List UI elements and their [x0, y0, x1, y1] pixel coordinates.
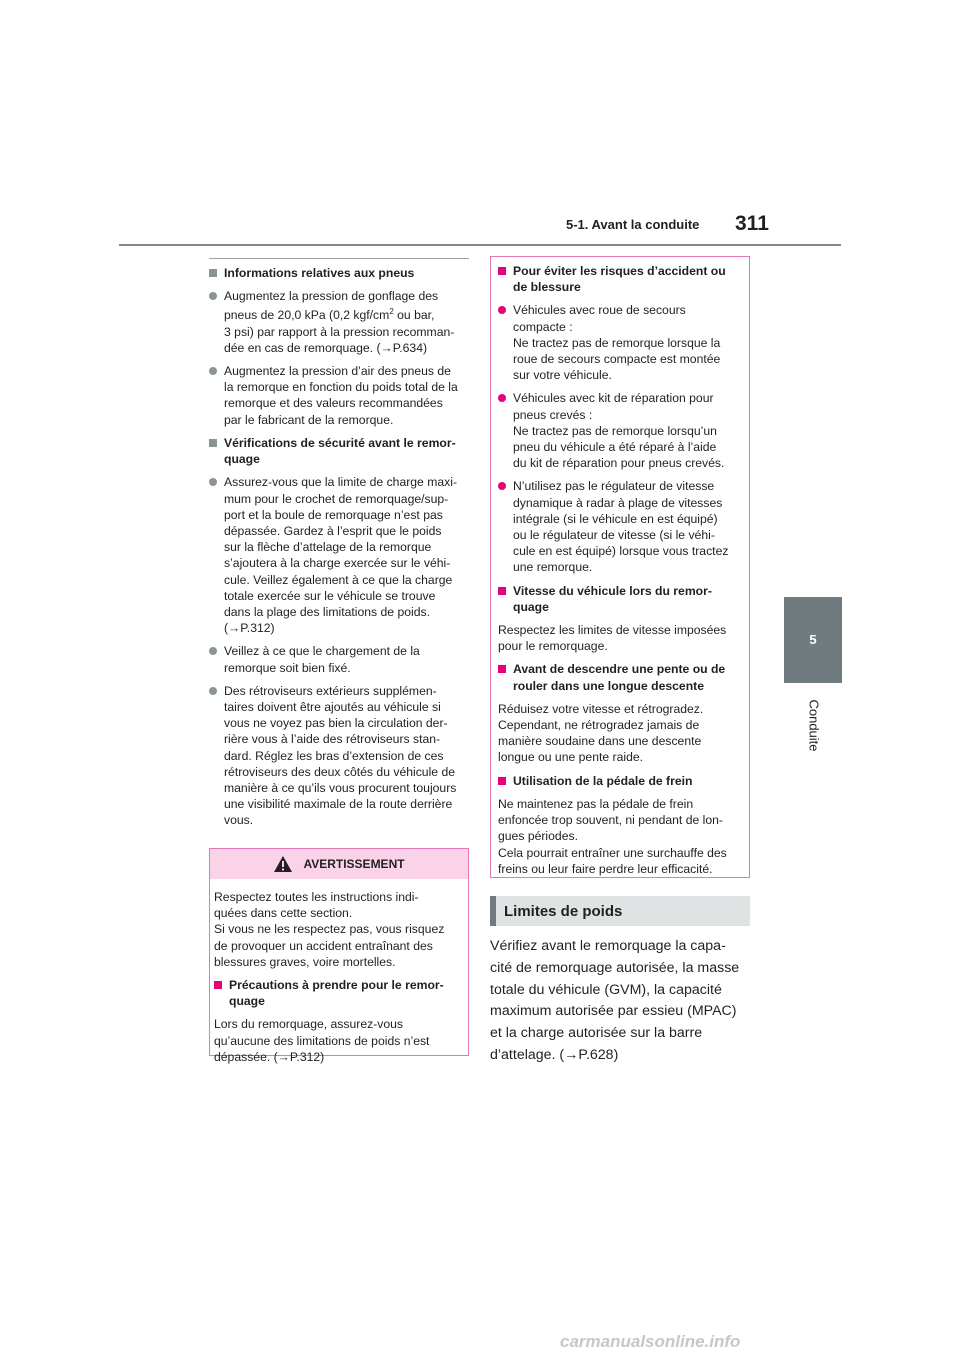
round-bullet-icon	[209, 367, 217, 375]
section-title: 5-1. Avant la conduite	[566, 217, 700, 232]
caution-subheading: Utilisation de la pédale de frein	[498, 773, 744, 789]
round-bullet-icon	[209, 478, 217, 486]
list-item: Assurez-vous que la limite de charge maxi- mum pour le crochet de remorquage/sup- port et la boule de remorquage n’est pas dépassée. Gardez à l’esprit que le poids sur la flèche d’attelage de la remorque s’ajoutera à la charge exercée sur le véhi- cule. Veillez également à ce que la charge totale exercée sur le véhicule se trouve dans la plage des limitations de poids. (→P.312)	[209, 474, 469, 636]
warning-box	[209, 848, 469, 1064]
round-bullet-icon	[209, 687, 217, 695]
chapter-tab: 5	[784, 597, 842, 683]
square-bullet-icon	[498, 587, 506, 595]
warning-triangle-icon	[273, 855, 293, 873]
warning-body	[210, 879, 468, 1065]
list-item: Véhicules avec roue de secours compacte : Ne tractez pas de remorque lorsque la roue de secours compacte est montée sur votre véhicule.	[498, 302, 744, 383]
warning-text: Respectez toutes les instructions indi- quées dans cette section. Si vous ne les respectez pas, vous risquez de provoquer un accident entraînant des blessures graves, voire mortelles.	[214, 890, 445, 969]
round-bullet-icon	[209, 292, 217, 300]
square-bullet-icon	[209, 269, 217, 277]
left-column	[209, 258, 469, 836]
round-bullet-icon	[498, 394, 506, 402]
list-item: Véhicules avec kit de réparation pour pneus crevés : Ne tractez pas de remorque lorsqu’un pneu du véhicule a été réparé à l’aide du kit de réparation pour pneus crevés.	[498, 390, 744, 471]
column-top-rule	[209, 258, 469, 259]
section-heading-text: Limites de poids	[504, 902, 623, 920]
caution-box	[490, 256, 750, 878]
list-item: N’utilisez pas le régulateur de vitesse dynamique à radar à plage de vitesses intégrale (si le véhicule en est équipé) ou le régulateur de vitesse (si le véhi- cule en est équipé) lorsque vous tractez une remorque.	[498, 478, 744, 575]
list-item: Des rétroviseurs extérieurs supplémen- taires doivent être ajoutés au véhicule si vous ne voyez pas bien la circulation der- rière vous à l’aide des rétroviseurs stan- dard. Réglez les bras d’extension de ces rétroviseurs des deux côtés du véhicule de manière à ce qu’ils vous procurent toujours une visibilité maximale de la route derrière vous.	[209, 683, 469, 829]
list-item: Veillez à ce que le chargement de la remorque soit bien fixé.	[209, 643, 469, 675]
caution-text: Réduisez votre vitesse et rétrogradez. Cependant, ne rétrogradez jamais de manière soudaine dans une descente longue ou une pente raide.	[498, 701, 704, 765]
subheading-tires: Informations relatives aux pneus	[209, 265, 469, 281]
square-bullet-icon	[498, 665, 506, 673]
warning-subheading: Précautions à prendre pour le remor- quage	[214, 977, 464, 1009]
square-bullet-icon	[498, 267, 506, 275]
caution-subheading: Vitesse du véhicule lors du remor- quage	[498, 583, 744, 615]
caution-subheading: Avant de descendre une pente ou de rouler dans une longue descente	[498, 661, 744, 693]
round-bullet-icon	[498, 306, 506, 314]
square-bullet-icon	[214, 981, 222, 989]
list-item: Augmentez la pression de gonflage des pneus de 20,0 kPa (0,2 kgf/$cm^2$ ou bar, 3 psi) par rapport à la pression recomman- dée en cas de remorquage. (→P.634)	[209, 288, 469, 356]
list-item: Augmentez la pression d’air des pneus de la remorque en fonction du poids total de la remorque et des valeurs recommandées par le fabricant de la remorque.	[209, 363, 469, 428]
round-bullet-icon	[209, 647, 217, 655]
square-bullet-icon	[498, 777, 506, 785]
warning-text: Lors du remorquage, assurez-vous qu’aucune des limitations de poids n’est dépassée. (→P.312)	[214, 1017, 430, 1064]
caution-text: Ne maintenez pas la pédale de frein enfoncée trop souvent, ni pendant de lon- gues périodes. Cela pourrait entraîner une surchauffe des freins ou leur faire perdre leur efficacité.	[498, 796, 727, 876]
section-heading-bar	[490, 896, 496, 926]
section-heading	[490, 896, 750, 926]
header-rule	[119, 244, 841, 246]
subheading-safety-checks: Vérifications de sécurité avant le remor- quage	[209, 435, 469, 467]
caution-text: Respectez les limites de vitesse imposées pour le remorquage.	[498, 623, 727, 654]
square-bullet-icon	[209, 439, 217, 447]
caution-subheading: Pour éviter les risques d’accident ou de blessure	[498, 263, 744, 295]
watermark: carmanualsonline.info	[560, 1332, 741, 1351]
round-bullet-icon	[498, 482, 506, 490]
warning-title: AVERTISSEMENT	[303, 857, 405, 871]
section-intro: Vérifiez avant le remorquage la capa- cité de remorquage autorisée, la masse totale du véhicule (GVM), la capacité maximum autorisée par essieu (MPAC) et la charge autorisée sur la barre d’attelage. (→P.628)	[490, 938, 740, 1063]
warning-header	[210, 849, 468, 879]
page-number: 311	[735, 212, 769, 235]
chapter-label: Conduite	[806, 699, 822, 752]
